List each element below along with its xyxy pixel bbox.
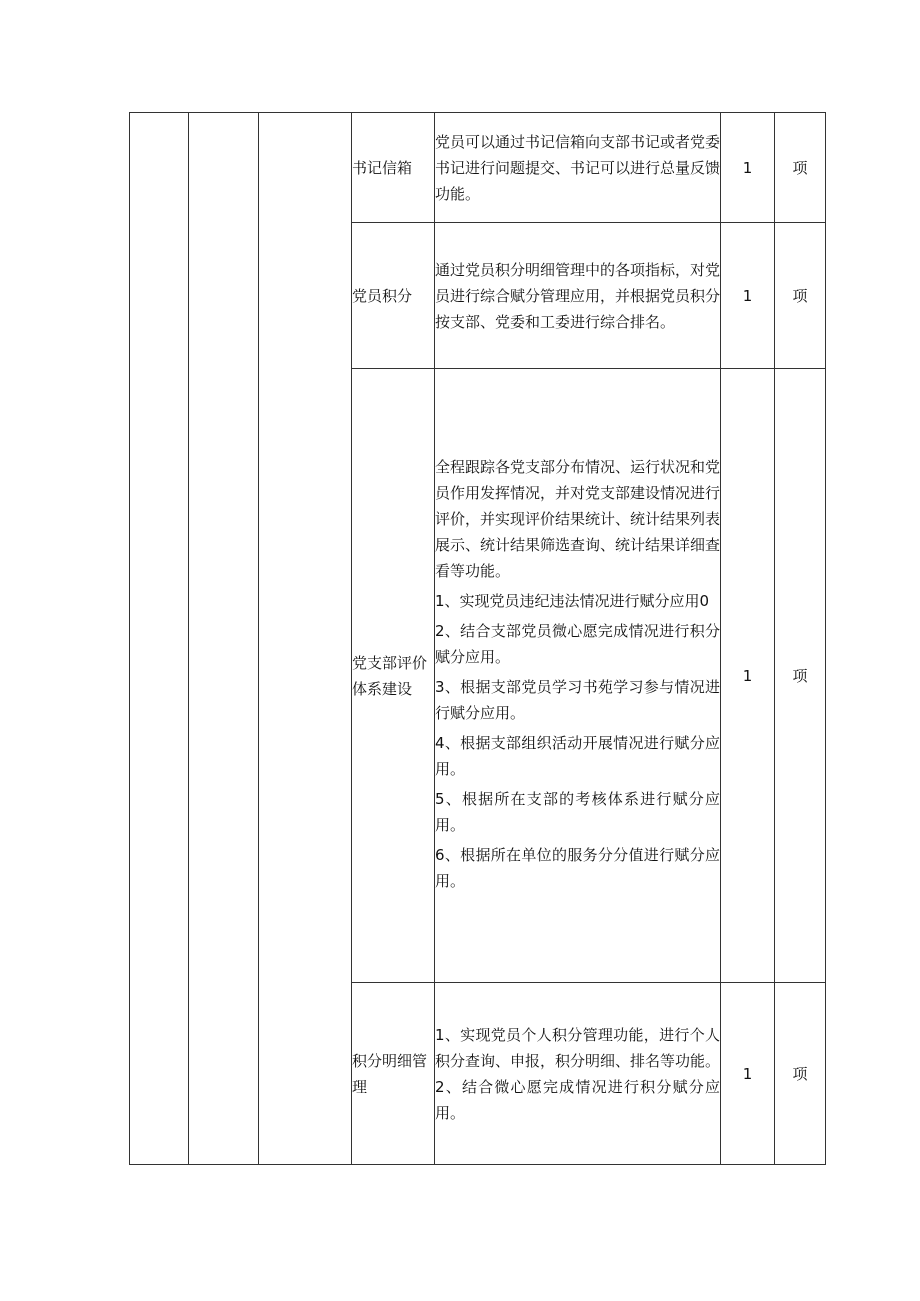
item-quantity: 1 bbox=[721, 113, 775, 223]
description-text: 通过党员积分明细管理中的各项指标，对党员进行综合赋分管理应用，并根据党员积分按支部、党委和工委进行综合排名。 bbox=[435, 260, 721, 331]
item-description bbox=[435, 983, 721, 1165]
item-description bbox=[435, 113, 721, 223]
table-row bbox=[130, 113, 826, 223]
item-name: 积分明细管理 bbox=[352, 983, 435, 1165]
item-quantity: 1 bbox=[721, 223, 775, 369]
item-quantity: 1 bbox=[721, 983, 775, 1165]
empty-cell bbox=[259, 113, 352, 1165]
item-quantity: 1 bbox=[721, 369, 775, 983]
description-text: 2、结合支部党员微心愿完成情况进行积分赋分应用。 bbox=[435, 621, 720, 666]
item-unit: 项 bbox=[775, 223, 826, 369]
description-text: 全程跟踪各党支部分布情况、运行状况和党员作用发挥情况，并对党支部建设情况进行评价，并实现评价结果统计、统计结果列表展示、统计结果筛选查询、统计结果详细查看等功能。 bbox=[435, 457, 721, 580]
description-text: 3、根据支部党员学习书苑学习参与情况进行赋分应用。 bbox=[435, 677, 720, 722]
specification-table bbox=[129, 112, 826, 1165]
description-text: 6、根据所在单位的服务分分值进行赋分应用。 bbox=[435, 845, 720, 890]
description-text: 党员可以通过书记信箱向支部书记或者党委书记进行问题提交、书记可以进行总量反馈功能。 bbox=[435, 132, 721, 203]
item-unit: 项 bbox=[775, 369, 826, 983]
description-text: 5、根据所在支部的考核体系进行赋分应用。 bbox=[435, 789, 720, 834]
description-text: 1、实现党员个人积分管理功能，进行个人积分查询、申报，积分明细、排名等功能。 bbox=[435, 1025, 721, 1070]
item-unit: 项 bbox=[775, 983, 826, 1165]
empty-cell bbox=[189, 113, 259, 1165]
item-name: 党支部评价体系建设 bbox=[352, 369, 435, 983]
item-description bbox=[435, 369, 721, 983]
item-name: 书记信箱 bbox=[352, 113, 435, 223]
description-text: 1、实现党员违纪违法情况进行赋分应用0 bbox=[435, 591, 710, 610]
item-description bbox=[435, 223, 721, 369]
item-name: 党员积分 bbox=[352, 223, 435, 369]
empty-cell bbox=[130, 113, 189, 1165]
description-text: 2、结合微心愿完成情况进行积分赋分应用。 bbox=[435, 1077, 720, 1122]
description-text: 4、根据支部组织活动开展情况进行赋分应用。 bbox=[435, 733, 720, 778]
item-unit: 项 bbox=[775, 113, 826, 223]
